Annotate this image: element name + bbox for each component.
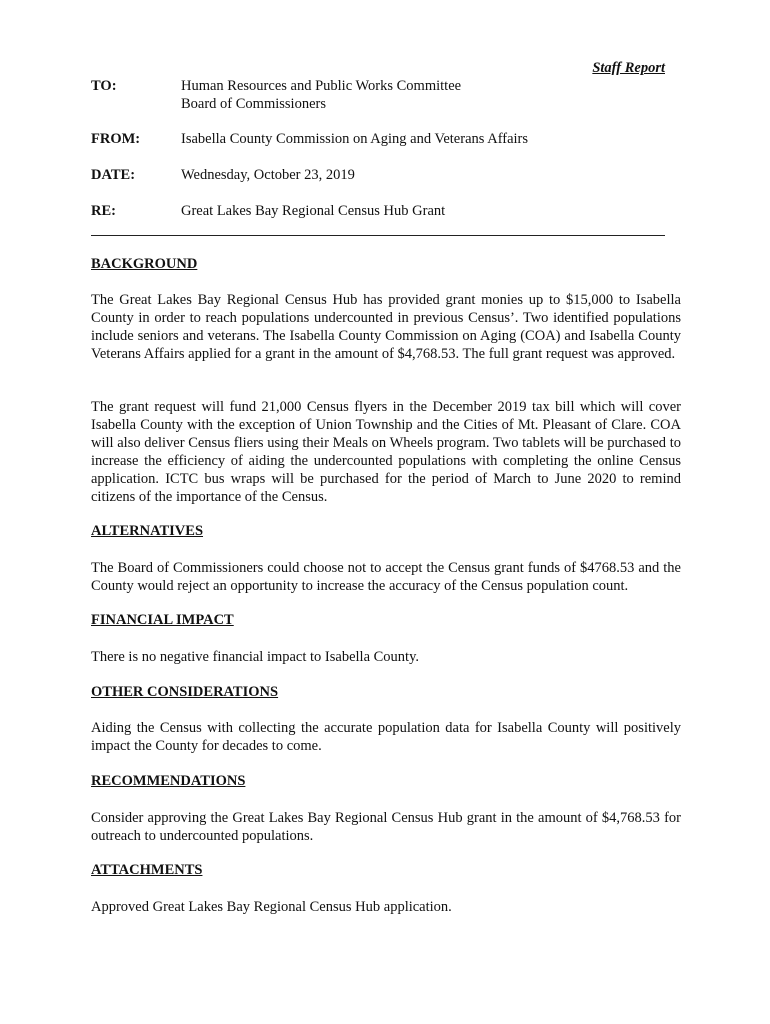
recommendations-paragraph: Consider approving the Great Lakes Bay Regional Census Hub grant in the amount of $4,768.53 for outreach to undercounted populations. bbox=[91, 810, 681, 844]
to-label: TO: bbox=[91, 78, 117, 94]
attachments-paragraph: Approved Great Lakes Bay Regional Census Hub application. bbox=[91, 899, 452, 915]
background-paragraph-1: The Great Lakes Bay Regional Census Hub has provided grant monies up to $15,000 to Isabella County in order to reach populations undercounted in previous Census’. Two identified populations include seniors and veterans. The Isabella County Commission on Aging (COA) and Isabella County Veterans Affairs applied for a grant in the amount of $4,768.53. The full grant request was approved. bbox=[91, 292, 681, 362]
to-recipient-1: Human Resources and Public Works Committee bbox=[181, 78, 462, 94]
to-recipient-2: Board of Commissioners bbox=[181, 96, 326, 112]
financial-impact-paragraph: There is no negative financial impact to Isabella County. bbox=[91, 649, 420, 665]
date-value: Wednesday, October 23, 2019 bbox=[181, 167, 355, 183]
attachments-heading: ATTACHMENTS bbox=[91, 862, 203, 878]
other-considerations-paragraph: Aiding the Census with collecting the accurate population data for Isabella County will positively impact the County for decades to come. bbox=[91, 720, 681, 754]
date-label: DATE: bbox=[91, 167, 136, 183]
recommendations-heading: RECOMMENDATIONS bbox=[91, 773, 246, 789]
report-type-label: Staff Report bbox=[592, 60, 665, 76]
financial-impact-heading: FINANCIAL IMPACT bbox=[91, 612, 234, 628]
background-heading: BACKGROUND bbox=[91, 256, 198, 272]
to-row bbox=[91, 77, 671, 117]
re-label: RE: bbox=[91, 203, 116, 219]
re-value: Great Lakes Bay Regional Census Hub Grant bbox=[181, 203, 446, 219]
background-paragraph-2: The grant request will fund 21,000 Census flyers in the December 2019 tax bill which will cover Isabella County with the exception of Union Township and the Cities of Mt. Pleasant of Clare. COA will also deliver Census fliers using their Meals on Wheels program. Two tablets will be purchased to increase the efficiency of aiding the undercounted populations with completing the online Census application. ICTC bus wraps will be purchased for the period of March to June 2020 to remind citizens of the importance of the Census. bbox=[91, 399, 681, 505]
alternatives-heading: ALTERNATIVES bbox=[91, 523, 204, 539]
alternatives-paragraph: The Board of Commissioners could choose not to accept the Census grant funds of $4768.53 and the County would reject an opportunity to increase the accuracy of the Census population count. bbox=[91, 560, 681, 594]
other-considerations-heading: OTHER CONSIDERATIONS bbox=[91, 684, 279, 700]
from-value: Isabella County Commission on Aging and Veterans Affairs bbox=[181, 131, 529, 147]
header-divider bbox=[91, 235, 665, 236]
from-label: FROM: bbox=[91, 131, 141, 147]
